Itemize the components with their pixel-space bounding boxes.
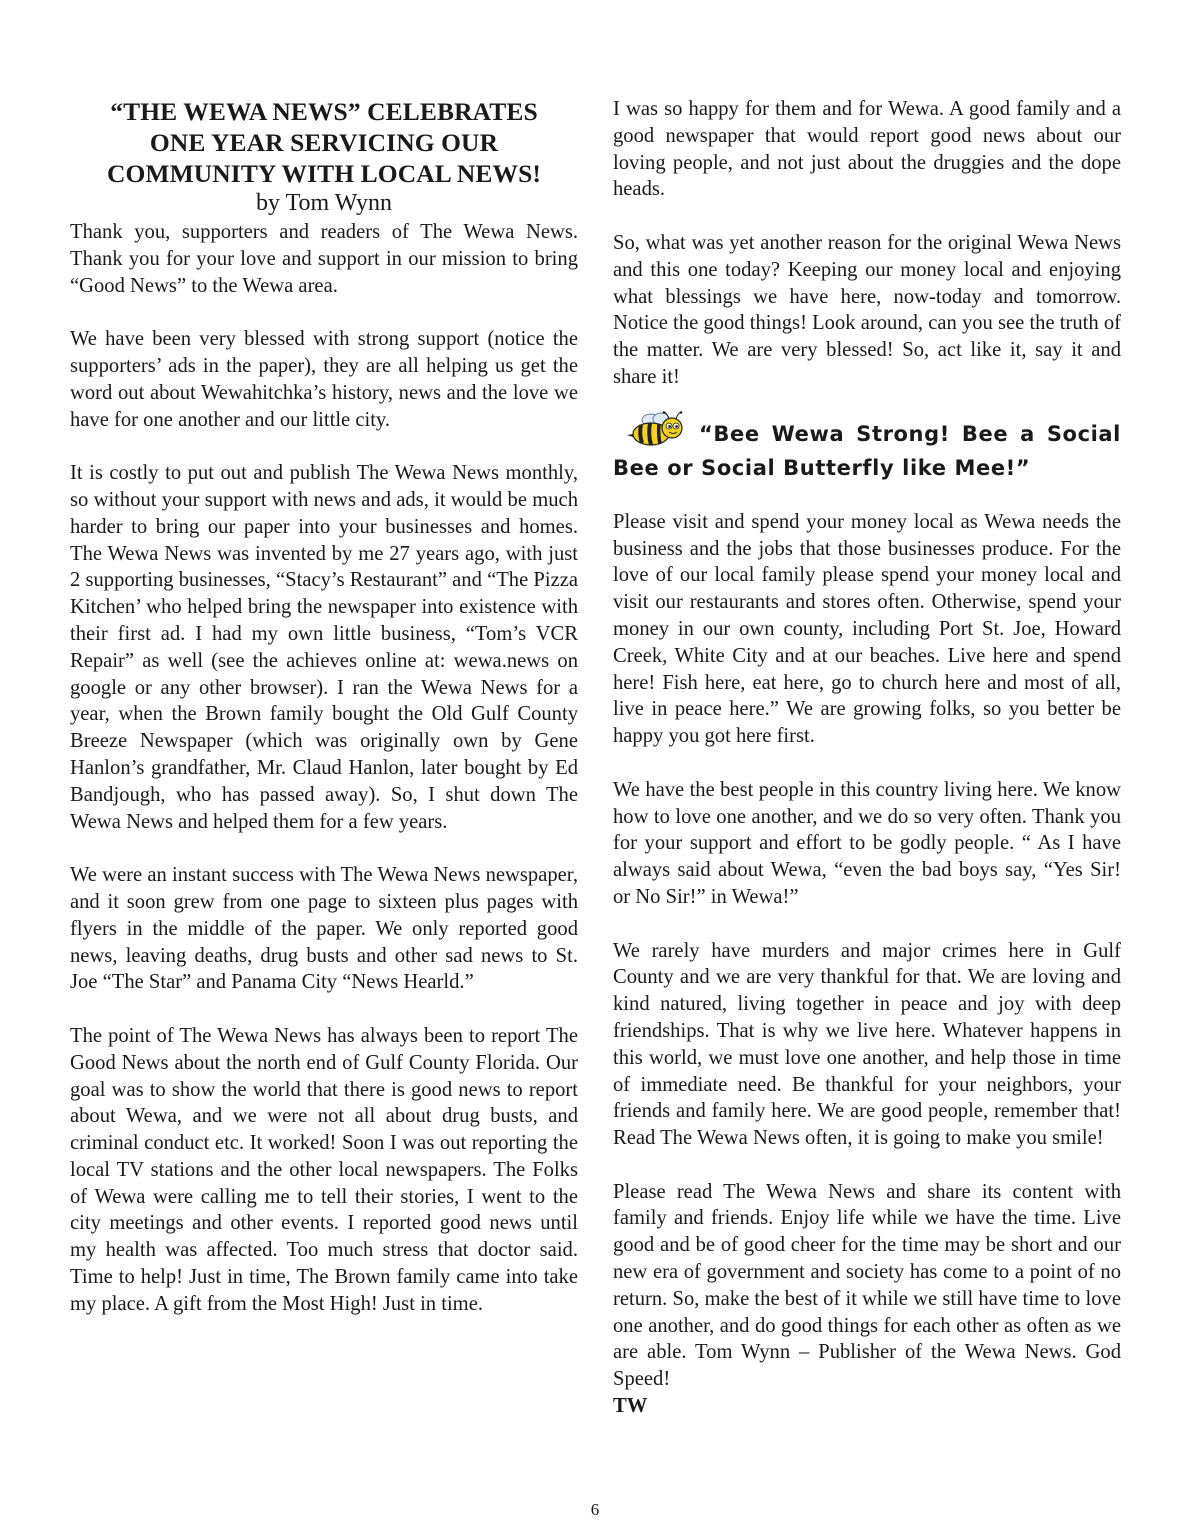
- headline-line-1: “THE WEWA NEWS” CELEBRATES: [110, 97, 538, 126]
- paragraph: We rarely have murders and major crimes here in Gulf County and we are very thankful for that. We are loving and kind natured, living together in peace and joy with deep friendships. That is why we live here. Whatever happens in this world, we must love one another, and help those in time of immediate need. Be thankful for your neighbors, your friends and family here. We are good people, remember that! Read The Wewa News often, it is going to make you smile!: [613, 939, 1121, 1150]
- paragraph: We were an instant success with The Wewa News newspaper, and it soon grew from one page to sixteen plus pages with flyers in the middle of the paper. We only reported good news, leaving deaths, drug busts and other sad news to St. Joe “The Star” and Panama City “News Hearld.”: [70, 864, 578, 994]
- right-column: [613, 96, 1121, 1420]
- signature: TW: [613, 1395, 648, 1418]
- paragraph: The point of The Wewa News has always been to report The Good News about the north end of Gulf County Florida. Our goal was to show the world that there is good news to report about Wewa, and we were not all about drug busts, and criminal conduct etc. It worked! Soon I was out reporting the local TV stations and the other local newspapers. The Folks of Wewa were calling me to tell their stories, I went to the city meetings and other events. I reported good news until my health was affected. Too much stress that doctor said. Time to help! Just in time, The Brown family came into take my place. A gift from the Most High! Just in time.: [70, 1024, 578, 1315]
- byline: by Tom Wynn: [256, 190, 392, 216]
- bee-icon: [627, 411, 685, 454]
- paragraph: Please visit and spend your money local as Wewa needs the business and the jobs that those businesses produce. For the love of our local family please spend your money local and visit our restaurants and stores often. Otherwise, spend your money in our own county, including Port St. Joe, Howard Creek, White City and at our beaches. Live here and spend here! Fish here, eat here, go to church here and most of all, live in peace here.” We are growing folks, so you better be happy you got here first.: [613, 510, 1121, 748]
- paragraph: So, what was yet another reason for the original Wewa News and this one today? Keeping our money local and enjoying what blessings we have here, now-today and tomorrow. Notice the good things! Look around, can you see the truth of the matter. We are very blessed! So, act like it, say it and share it!: [613, 231, 1121, 388]
- paragraph: It is costly to put out and publish The Wewa News monthly, so without your support with news and ads, it would be much harder to bring our paper into your businesses and homes. The Wewa News was invented by me 27 years ago, with just 2 supporting businesses, “Stacy’s Restaurant” and “The Pizza Kitchen’ who helped bring the newspaper into existence with their first ad. I had my own little business, “Tom’s VCR Repair” as well (see the achieves online at: wewa.news on google or any other browser). I ran the Wewa News for a year, when the Brown family bought the Old Gulf County Breeze Newspaper (which was originally own by Gene Hanlon’s grandfather, Mr. Claud Hanlon, later bought by Ed Bandjough, who has passed away). So, I shut down The Wewa News and helped them for a few years.: [70, 462, 578, 833]
- paragraph: I was so happy for them and for Wewa. A good family and a good newspaper that would report good news about our loving people, and not just about the druggies and the dope heads.: [613, 98, 1121, 201]
- bee-heading: [613, 411, 1121, 482]
- paragraph: We have been very blessed with strong support (notice the supporters’ ads in the paper), they are all helping us get the word out about Wewahitchka’s history, news and the love we have for one another and our little city.: [70, 328, 578, 431]
- left-column: [70, 96, 578, 1318]
- headline-line-2: ONE YEAR SERVICING OUR: [149, 128, 499, 157]
- paragraph: Thank you, supporters and readers of The Wewa News. Thank you for your love and support in our mission to bring “Good News” to the Wewa area.: [70, 221, 578, 297]
- article-headline: [70, 96, 578, 189]
- page-number: 6: [590, 1500, 600, 1519]
- bee-heading-text: “Bee Wewa Strong! Bee a Social Bee or Social Butterfly like Mee!”: [613, 421, 1121, 480]
- paragraph: Please read The Wewa News and share its content with family and friends. Enjoy life while we have the time. Live good and be of good cheer for the time may be short and our new era of government and society has come to a point of no return. So, make the best of it while we still have time to love one another, and do good things for each other as often as we are able. Tom Wynn – Publisher of the Wewa News. God Speed!: [613, 1180, 1121, 1391]
- paragraph: We have the best people in this country living here. We know how to love one another, and we do so very often. Thank you for your support and effort to be godly people. “ As I have always said about Wewa, “even the bad boys say, “Yes Sir! or No Sir!” in Wewa!”: [613, 778, 1121, 908]
- headline-line-3: COMMUNITY WITH LOCAL NEWS!: [106, 159, 542, 188]
